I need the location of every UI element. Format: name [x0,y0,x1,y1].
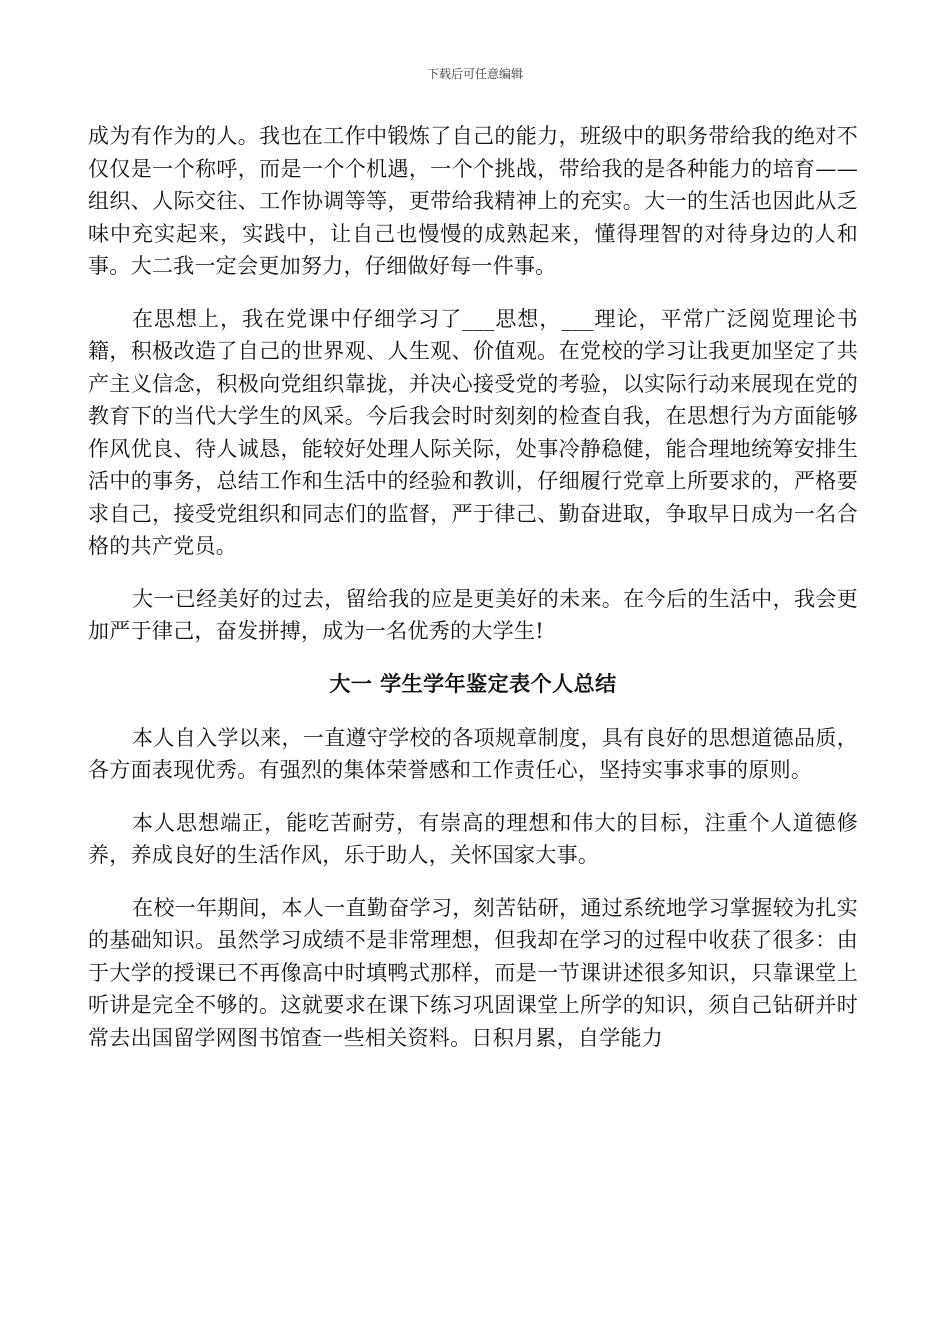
paragraph-study: 在校一年期间，本人一直勤奋学习，刻苦钻研，通过系统地学习掌握较为扎实的基础知识。虽然学习成绩不是非常理想，但我却在学习的过程中收获了很多：由于大学的授课已不再像高中时填鸭式那样，而是一节课讲述很多知识，只靠课堂上听讲是完全不够的。这就要求在课下练习巩固课堂上所学的知识，须自己钻研并时常去出国留学网图书馆查一些相关资料。日积月累，自学能力 [88,895,858,1050]
document-body [88,120,858,1074]
paragraph-ideology: 在思想上，我在党课中仔细学习了___思想，___理论，平常广泛阅览理论书籍，积极改造了自己的世界观、人生观、价值观。在党校的学习让我更加坚定了共产主义信念，积极向党组织靠拢，并决心接受党的考验，以实际行动来展现在党的教育下的当代大学生的风采。今后我会时时刻刻的检查自我，在思想行为方面能够作风优良、待人诚恳，能较好处理人际关际，处事冷静稳健，能合理地统筹安排生活中的事务，总结工作和生活中的经验和教训，仔细履行党章上所要求的，严格要求自己，接受党组织和同志们的监督，严于律己、勤奋进取，争取早日成为一名合格的共产党员。 [88,306,858,558]
paragraph-character: 本人思想端正，能吃苦耐劳，有崇高的理想和伟大的目标，注重个人道德修养，养成良好的生活作风，乐于助人，关怀国家大事。 [88,810,858,867]
paragraph-continuation: 成为有作为的人。我也在工作中锻炼了自己的能力，班级中的职务带给我的绝对不仅仅是一个称呼，而是一个个机遇，一个个挑战，带给我的是各种能力的培育——组织、人际交往、工作协调等等，更带给我精神上的充实。大一的生活也因此从乏味中充实起来，实践中，让自己也慢慢的成熟起来，懂得理智的对待身边的人和事。大二我一定会更加努力，仔细做好每一件事。 [88,124,858,278]
section-title: 大一 学生学年鉴定表个人总结 [329,671,617,696]
paragraph-closing: 大一已经美好的过去，留给我的应是更美好的未来。在今后的生活中，我会更加严于律己，奋发拼搏，成为一名优秀的大学生! [88,586,858,643]
page-header: 下载后可任意编辑 [426,67,523,81]
paragraph-intro: 本人自入学以来，一直遵守学校的各项规章制度，具有良好的思想道德品质，各方面表现优秀。有强烈的集体荣誉感和工作责任心，坚持实事求事的原则。 [88,725,858,782]
